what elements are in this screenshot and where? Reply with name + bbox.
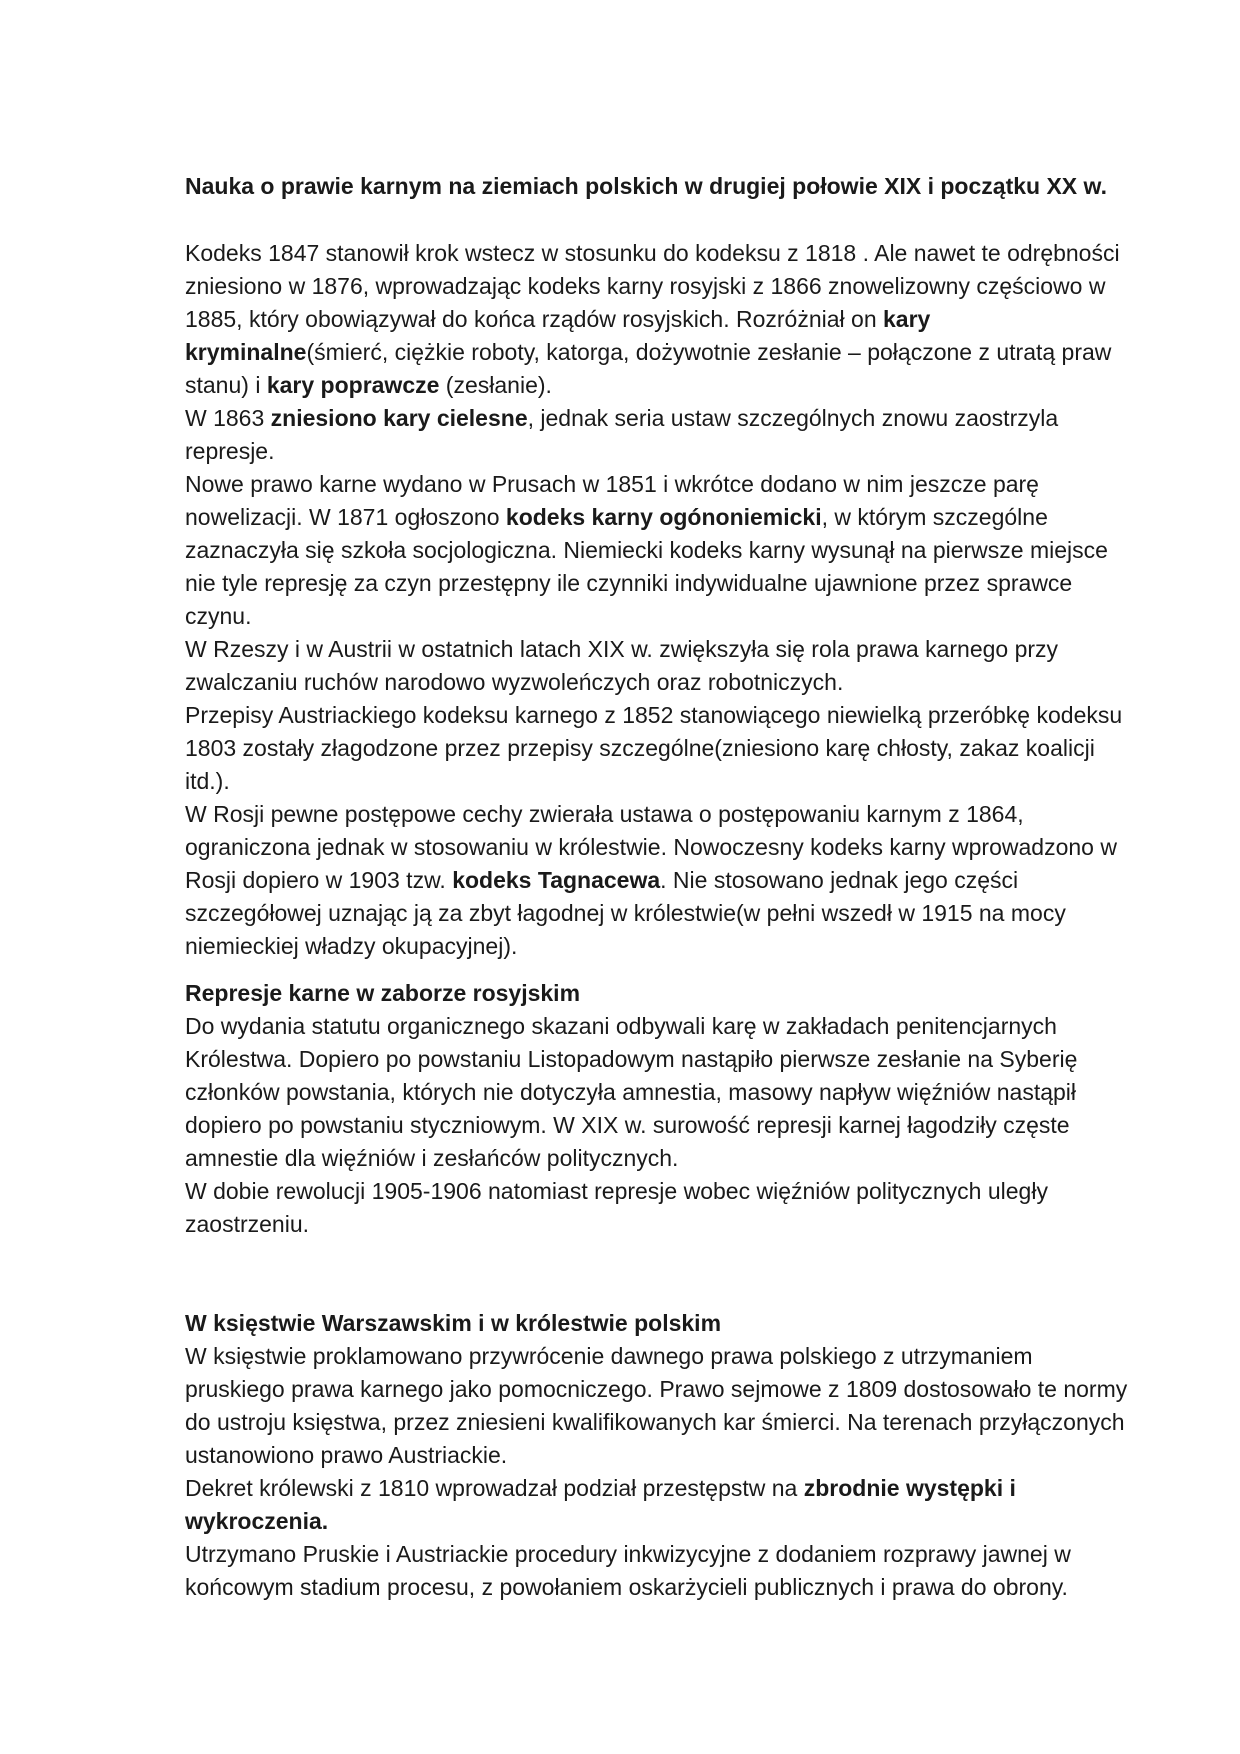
spacer xyxy=(185,1279,1130,1307)
paragraph xyxy=(185,1175,1130,1241)
paragraph xyxy=(185,798,1130,963)
paragraph xyxy=(185,1340,1130,1472)
text-run: Dekret królewski z 1810 wprowadzał podział przestępstw na xyxy=(185,1475,804,1501)
paragraph xyxy=(185,237,1130,402)
text-run: (zesłanie). xyxy=(439,372,552,398)
paragraph xyxy=(185,1010,1130,1175)
paragraph xyxy=(185,468,1130,633)
paragraph xyxy=(185,1538,1130,1604)
bold-term: zbrodnie występki i wykroczenia. xyxy=(185,1475,1016,1534)
bold-term: kodeks karny ogónoniemicki xyxy=(505,504,822,530)
bold-term: kary kryminalne xyxy=(185,306,931,365)
text-run: , w którym szczególne zaznaczyła się szkoła socjologiczna. Niemiecki kodeks karny wysunął na pierwsze miejsce nie tyle represję za czyn przestępny ile czynniki indywidualne ujawnione przez sprawce czynu. xyxy=(185,504,1108,629)
text-run: W księstwie proklamowano przywrócenie dawnego prawa polskiego z utrzymaniem pruskiego prawa karnego jako pomocniczego. Prawo sejmowe z 1809 dostosowało te normy do ustroju księstwa, przez zniesieni kwalifikowanych kar śmierci. Na terenach przyłączonych ustanowiono prawo Austriackie. xyxy=(185,1343,1128,1468)
section-heading-represje: Represje karne w zaborze rosyjskim xyxy=(185,980,581,1006)
spacer xyxy=(185,963,1130,977)
text-run: . Nie stosowano jednak jego części szczegółowej uznając ją za zbyt łagodnej w królestwie(w pełni wszedł w 1915 na mocy niemieckiej władzy okupacyjnej). xyxy=(185,867,1066,959)
paragraph xyxy=(185,699,1130,798)
text-run: Przepisy Austriackiego kodeksu karnego z 1852 stanowiącego niewielką przeróbkę kodeksu 1803 zostały złagodzone przez przepisy szczególne(zniesiono karę chłosty, zakaz koalicji itd.). xyxy=(185,702,1123,794)
section-ksiestwo-body xyxy=(185,1340,1130,1604)
text-run: W Rzeszy i w Austrii w ostatnich latach XIX w. zwiększyła się rola prawa karnego przy zwalczaniu ruchów narodowo wyzwoleńczych oraz robotniczych. xyxy=(185,636,1059,695)
text-run: Do wydania statutu organicznego skazani odbywali karę w zakładach penitencjarnych Królestwa. Dopiero po powstaniu Listopadowym nastąpiło pierwsze zesłanie na Syberię członków powstania, których nie dotyczyła amnestia, masowy napływ więźniów nastąpił dopiero po powstaniu styczniowym. W XIX w. surowość represji karnej łagodziły częste amnestie dla więźniów i zesłańców politycznych. xyxy=(185,1013,1078,1171)
text-run: (śmierć, ciężkie roboty, katorga, dożywotnie zesłanie – połączone z utratą praw stanu) i xyxy=(185,339,1112,398)
text-run: , jednak seria ustaw szczególnych znowu zaostrzyla represje. xyxy=(185,405,1059,464)
text-run: W dobie rewolucji 1905-1906 natomiast represje wobec więźniów politycznych uległy zaostrzeniu. xyxy=(185,1178,1048,1237)
bold-term: kodeks Tagnacewa xyxy=(452,867,661,893)
text-run: Utrzymano Pruskie i Austriackie procedury inkwizycyjne z dodaniem rozprawy jawnej w końcowym stadium procesu, z powołaniem oskarżycieli publicznych i prawa do obrony. xyxy=(185,1541,1071,1600)
spacer xyxy=(185,1241,1130,1279)
text-run: W 1863 xyxy=(185,405,271,431)
section-represje-body xyxy=(185,1010,1130,1241)
text-run: W Rosji pewne postępowe cechy zwierała ustawa o postępowaniu karnym z 1864, ograniczona jednak w stosowaniu w królestwie. Nowoczesny kodeks karny wprowadzono w Rosji dopiero w 1903 tzw. xyxy=(185,801,1117,893)
text-run: Kodeks 1847 stanowił krok wstecz w stosunku do kodeksu z 1818 . Ale nawet te odrębności zniesiono w 1876, wprowadzając kodeks karny rosyjski z 1866 znowelizowny częściowo w 1885, który obowiązywał do końca rządów rosyjskich. Rozróżniał on xyxy=(185,240,1120,332)
paragraph xyxy=(185,402,1130,468)
text-run: Nowe prawo karne wydano w Prusach w 1851 i wkrótce dodano w nim jeszcze parę nowelizacji. W 1871 ogłoszono xyxy=(185,471,1039,530)
document-title: Nauka o prawie karnym na ziemiach polskich w drugiej połowie XIX i początku XX w. xyxy=(185,173,1107,199)
bold-term: zniesiono kary cielesne xyxy=(270,405,528,431)
paragraph xyxy=(185,633,1130,699)
section-heading-ksiestwo: W księstwie Warszawskim i w królestwie polskim xyxy=(185,1310,722,1336)
paragraph xyxy=(185,1472,1130,1538)
bold-term: kary poprawcze xyxy=(266,372,440,398)
document-page xyxy=(185,170,1130,1604)
spacer xyxy=(185,203,1130,237)
intro-section xyxy=(185,237,1130,963)
